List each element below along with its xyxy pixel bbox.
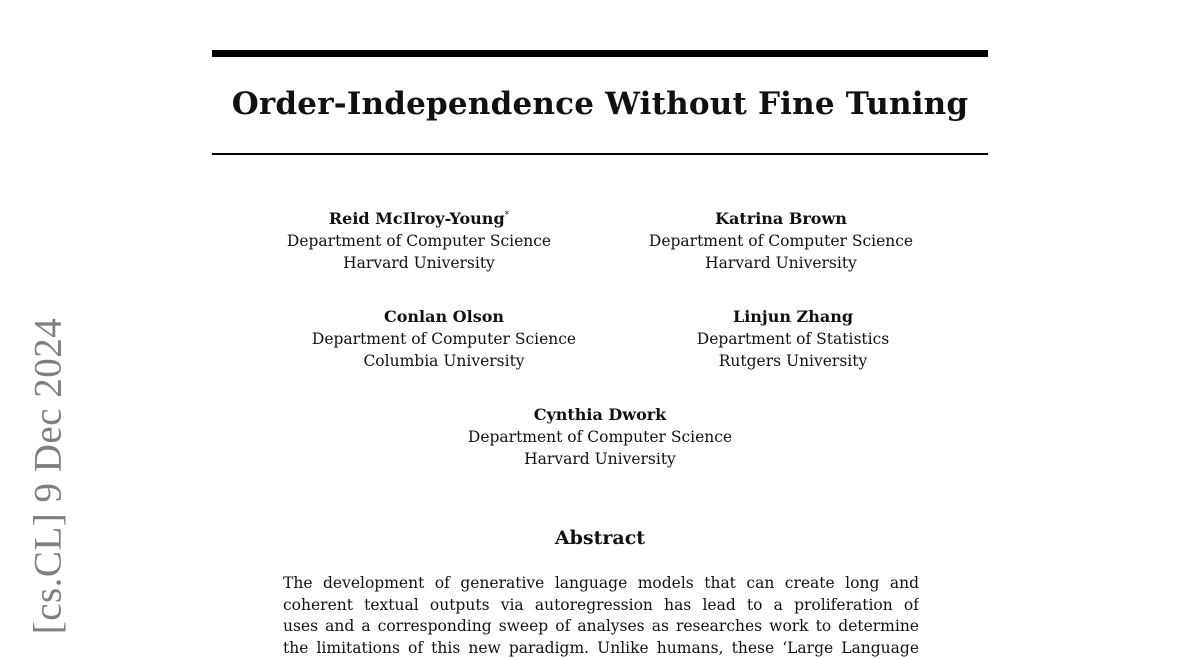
abstract-body [283,573,919,659]
author-university: Harvard University [705,254,857,272]
author-department: Department of Computer Science [311,330,577,348]
author-department: Department of Statistics [696,330,890,348]
author-name: Conlan Olson [383,307,504,326]
abstract-line: The development of generative language models that can create long and [283,574,919,592]
abstract-heading: Abstract [554,527,646,549]
author-block-1 [249,208,589,274]
footnote-mark: * [504,210,510,221]
author-university: Harvard University [524,450,676,468]
author-block-4 [623,306,963,372]
author-university: Harvard University [343,254,495,272]
author-department: Department of Computer Science [648,232,914,250]
title-top-rule [212,50,988,57]
author-department: Department of Computer Science [286,232,552,250]
arxiv-stamp: [cs.CL] 9 Dec 2024 [26,317,70,635]
title-bottom-rule [212,153,988,155]
author-name: Cynthia Dwork [533,405,667,424]
author-block-3 [274,306,614,372]
abstract-line: the limitations of this new paradigm. Unlike humans, these ‘Large Language [283,638,919,657]
author-name: Katrina Brown [715,209,847,228]
author-block-5 [430,404,770,470]
abstract-line: uses and a corresponding sweep of analyses as researches work to determine [283,617,919,636]
author-department: Department of Computer Science [467,428,733,446]
author-university: Rutgers University [718,352,868,370]
author-name: Reid McIlroy-Young* [328,209,510,228]
author-university: Columbia University [363,352,525,370]
abstract-line: coherent textual outputs via autoregression has lead to a proliferation of [283,595,919,614]
author-name: Linjun Zhang [732,307,854,326]
paper-title: Order-Independence Without Fine Tuning [231,86,969,122]
author-block-2 [611,208,951,274]
